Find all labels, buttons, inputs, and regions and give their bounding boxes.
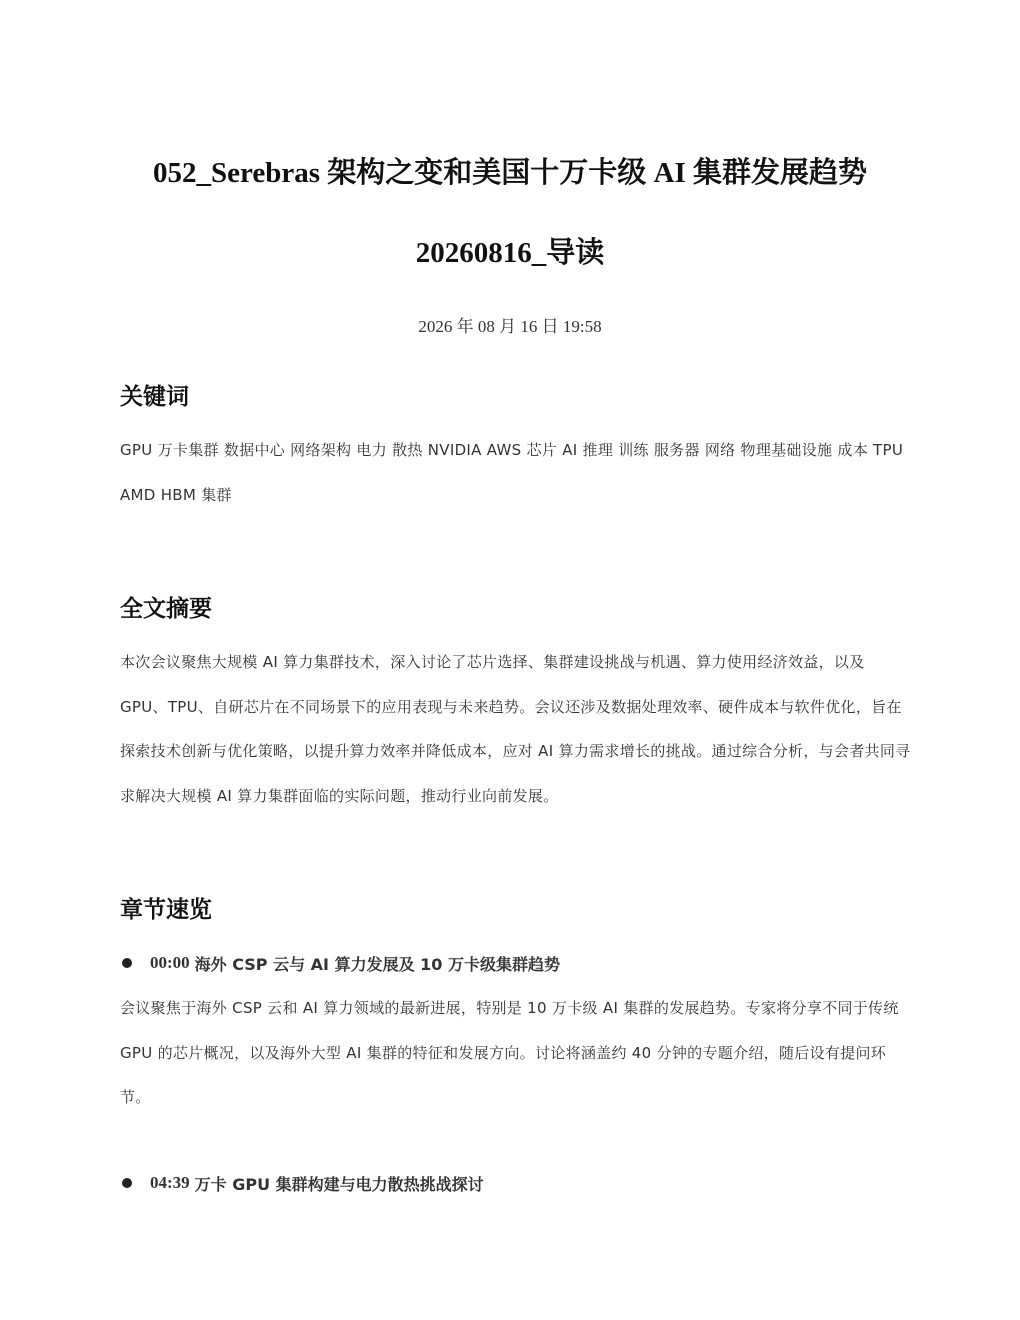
bullet-icon: [122, 1178, 132, 1188]
keywords-heading: 关键词: [120, 384, 189, 410]
document-title-line2: 20260816_导读: [415, 237, 605, 269]
chapter-title: 海外 CSP 云与 AI 算力发展及 10 万卡级集群趋势: [194, 954, 560, 974]
chapters-heading: 章节速览: [120, 897, 212, 923]
bullet-icon: [122, 958, 132, 968]
chapter-item: [120, 950, 920, 976]
chapter-item: [120, 1170, 920, 1196]
chapter-timestamp: 00:00: [150, 953, 190, 972]
document-title-line1: 052_Serebras 架构之变和美国十万卡级 AI 集群发展趋势: [153, 157, 867, 189]
keywords-text: GPU 万卡集群 数据中心 网络架构 电力 散热 NVIDIA AWS 芯片 AI 推理 训练 服务器 网络 物理基础设施 成本 TPU AMD HBM 集群: [120, 441, 904, 504]
chapter-header: [120, 950, 920, 976]
document-date: 2026 年 08 月 16 日 19:58: [418, 317, 602, 336]
chapter-title: 万卡 GPU 集群构建与电力散热挑战探讨: [194, 1174, 484, 1194]
summary-heading: 全文摘要: [120, 596, 212, 622]
chapter-timestamp: 04:39: [150, 1173, 190, 1192]
chapter-header: [120, 1170, 920, 1196]
chapter-description: 会议聚焦于海外 CSP 云和 AI 算力领域的最新进展，特别是 10 万卡级 AI 集群的发展趋势。专家将分享不同于传统 GPU 的芯片概况，以及海外大型 AI 集群的特征和发展方向。讨论将涵盖约 40 分钟的专题介绍，随后设有提问环节。: [120, 999, 899, 1106]
summary-text: 本次会议聚焦大规模 AI 算力集群技术，深入讨论了芯片选择、集群建设挑战与机遇、算力使用经济效益，以及 GPU、TPU、自研芯片在不同场景下的应用表现与未来趋势。会议还涉及数据处理效率、硬件成本与软件优化，旨在探索技术创新与优化策略，以提升算力效率并降低成本，应对 AI 算力需求增长的挑战。通过综合分析，与会者共同寻求解决大规模 AI 算力集群面临的实际问题，推动行业向前发展。: [120, 653, 911, 805]
